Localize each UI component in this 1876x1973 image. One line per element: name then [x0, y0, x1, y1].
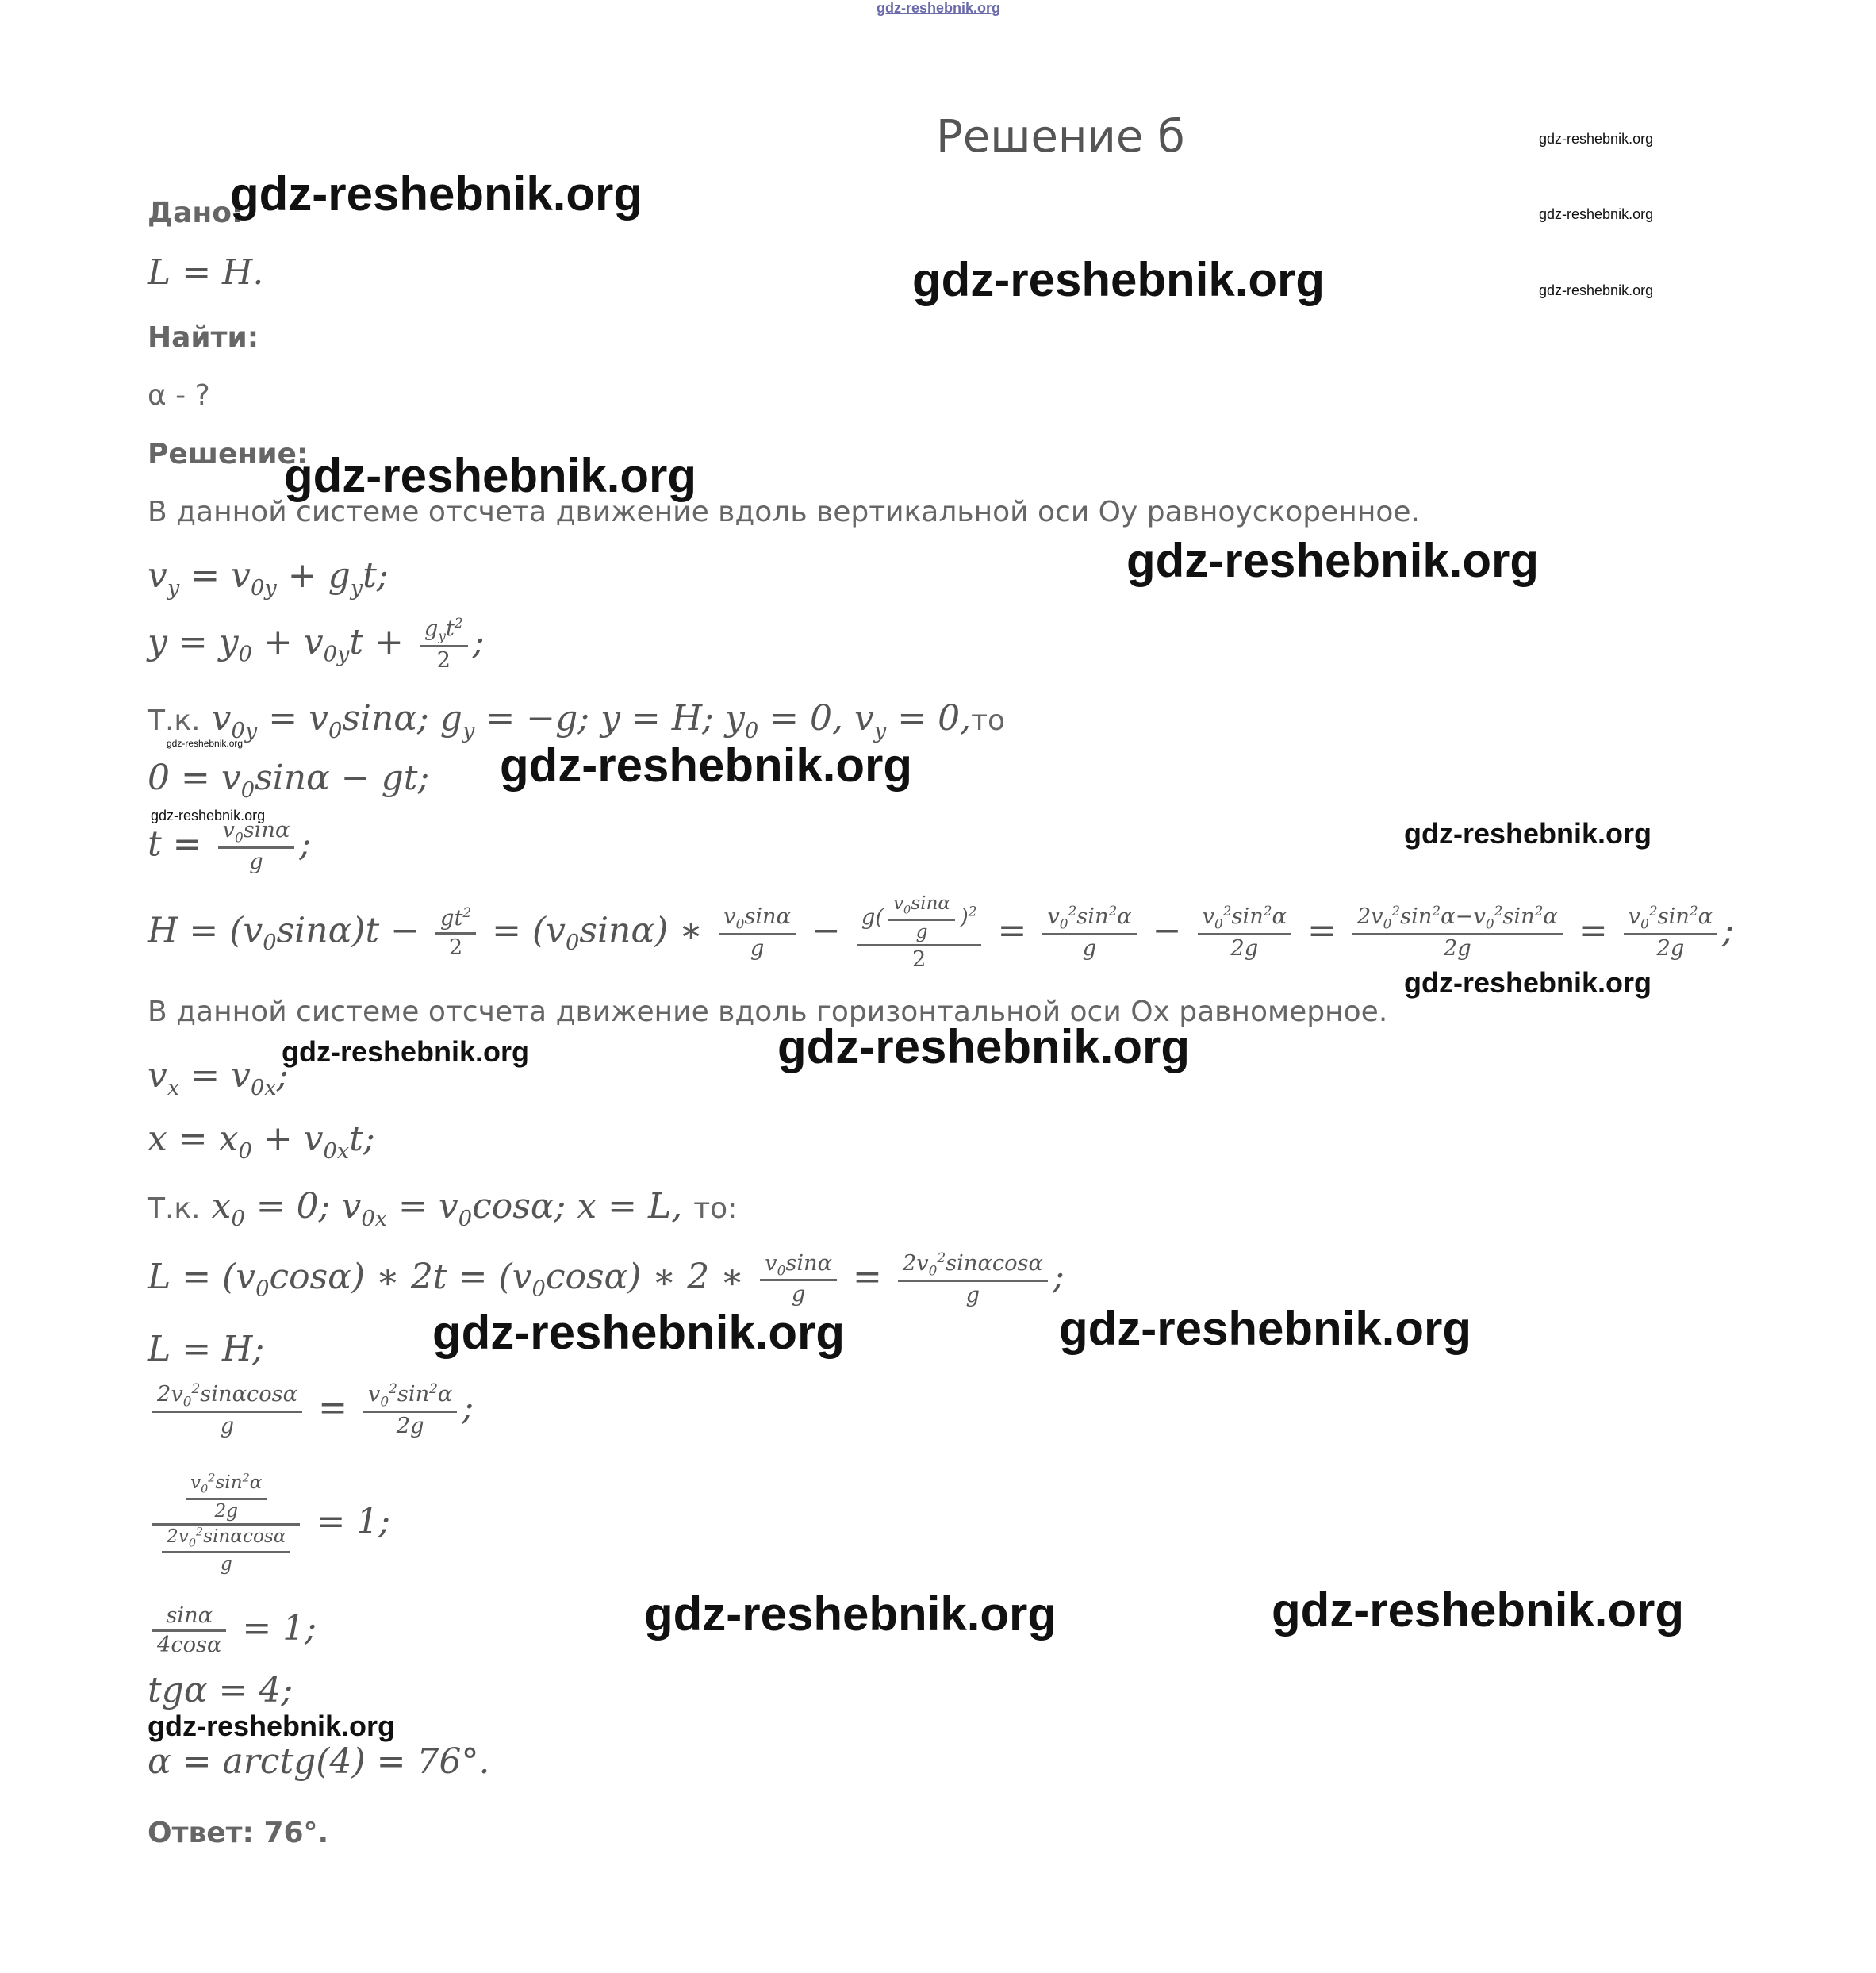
eq-vy: $v_y = v_{0y} + g_yt$;: [148, 555, 389, 601]
eq-x: $x = x_0 + v_{0x}t$;: [148, 1119, 375, 1164]
eq-tk-vertical: Т.к. $v_{0y} = v_0\sin\alpha$; $g_y = -g$; y = H; $y_0 = 0$, $v_y = 0,то$: [148, 698, 1006, 743]
header-watermark[interactable]: gdz-reshebnik.org: [877, 0, 1001, 16]
watermark-3: gdz-reshebnik.org: [1539, 131, 1654, 147]
watermark-14: gdz-reshebnik.org: [777, 1020, 1191, 1073]
watermark-2: gdz-reshebnik.org: [912, 253, 1325, 306]
watermark-10: gdz-reshebnik.org: [151, 808, 266, 823]
watermark-19: gdz-reshebnik.org: [148, 1710, 396, 1742]
watermark-8: gdz-reshebnik.org: [167, 738, 244, 749]
eq-zero: $0 = v_0\sin\alpha$ − gt;: [148, 758, 430, 803]
watermark-9: gdz-reshebnik.org: [500, 739, 913, 792]
eq-L-equals-H: L = H;: [148, 1329, 265, 1369]
answer: Ответ: 76°.: [148, 1817, 329, 1849]
eq-H: $H = (v_0\sin\alpha)t$ − $\frac{gt^2}{2}$ = $(v_0\sin\alpha)$ ∗ $\frac{v_0\sin\alpha}{g}$ − g( $\frac{v_0\sin\alpha}{g}$ )$^2$ 2 = $\frac{v_0^2\sin^2\alpha}{g}$ − $\frac{v_0^2\sin^2\alpha}{2g}$ = $\frac{2v_0^2\sin^2\alpha-v_0^2\sin^2\alpha}{2g}$ = $\frac{v_0^2\sin^2\alpha}{2g}$ ;: [148, 892, 1734, 972]
watermark-5: gdz-reshebnik.org: [1539, 282, 1654, 298]
watermark-1: gdz-reshebnik.org: [230, 167, 643, 221]
watermark-11: gdz-reshebnik.org: [1404, 817, 1652, 850]
eq-tg: tgα = 4;: [148, 1670, 293, 1710]
text-horizontal: В данной системе отсчета движение вдоль горизонтальной оси Ox равномерное.: [148, 996, 1388, 1028]
watermark-4: gdz-reshebnik.org: [1539, 206, 1654, 222]
watermark-15: gdz-reshebnik.org: [432, 1306, 846, 1359]
find-value: α - ?: [148, 379, 210, 412]
watermark-13: gdz-reshebnik.org: [282, 1035, 530, 1068]
eq-vx: $v_x = v_{0x}$;: [148, 1055, 289, 1100]
watermark-16: gdz-reshebnik.org: [1059, 1302, 1472, 1355]
watermark-12: gdz-reshebnik.org: [1404, 966, 1652, 999]
solution-label: Решение:: [148, 438, 309, 470]
eq-ratio: $\frac{\frac{v_0^2\sin^2\alpha}{2g}}{\frac{2v_0^2\sin\alpha\cos\alpha}{g}}$ = 1;: [148, 1472, 390, 1576]
tk-prefix: Т.к.: [148, 704, 201, 737]
text-vertical: В данной системе отсчета движение вдоль вертикальной оси Oy равноускоренное.: [148, 496, 1420, 528]
find-label: Найти:: [148, 321, 259, 354]
eq-sin-cos: $\frac{\sin\alpha}{4\cos\alpha}$ = 1;: [148, 1603, 317, 1659]
tk-prefix-2: Т.к.: [148, 1192, 201, 1225]
eq-final-angle: α = arctg(4) = 76°.: [148, 1741, 490, 1782]
watermark-6: gdz-reshebnik.org: [284, 449, 697, 502]
given-label: Дано:: [148, 197, 244, 229]
watermark-17: gdz-reshebnik.org: [644, 1587, 1057, 1641]
given-value: L = H.: [148, 252, 264, 293]
eq-y: $y = y_0 + v_{0y}t$ + $\frac{g_yt^2}{2}$ ;: [148, 615, 485, 673]
eq-L: $L = (v_0\cos\alpha)$ ∗ $2t = (v_0\cos\alpha)$ ∗ 2 ∗ $\frac{v_0\sin\alpha}{g}$ = $\frac{2v_0^2\sin\alpha\cos\alpha}{g}$ ;: [148, 1249, 1065, 1307]
tk-to: то: [971, 704, 1006, 737]
eq-t: t = $\frac{v_0\sin\alpha}{g}$ ;: [148, 818, 312, 874]
tk-to-2: то:: [693, 1192, 738, 1225]
eq-tk-horizontal: Т.к. $x_0 = 0$; $v_{0x} = v_0\cos\alpha$; x = L, то:: [148, 1186, 738, 1231]
eq-equate: $\frac{2v_0^2\sin\alpha\cos\alpha}{g}$ = $\frac{v_0^2\sin^2\alpha}{2g}$ ;: [148, 1380, 474, 1440]
watermark-18: gdz-reshebnik.org: [1272, 1583, 1685, 1637]
watermark-7: gdz-reshebnik.org: [1126, 534, 1540, 587]
page-title: Решение б: [936, 111, 1185, 163]
